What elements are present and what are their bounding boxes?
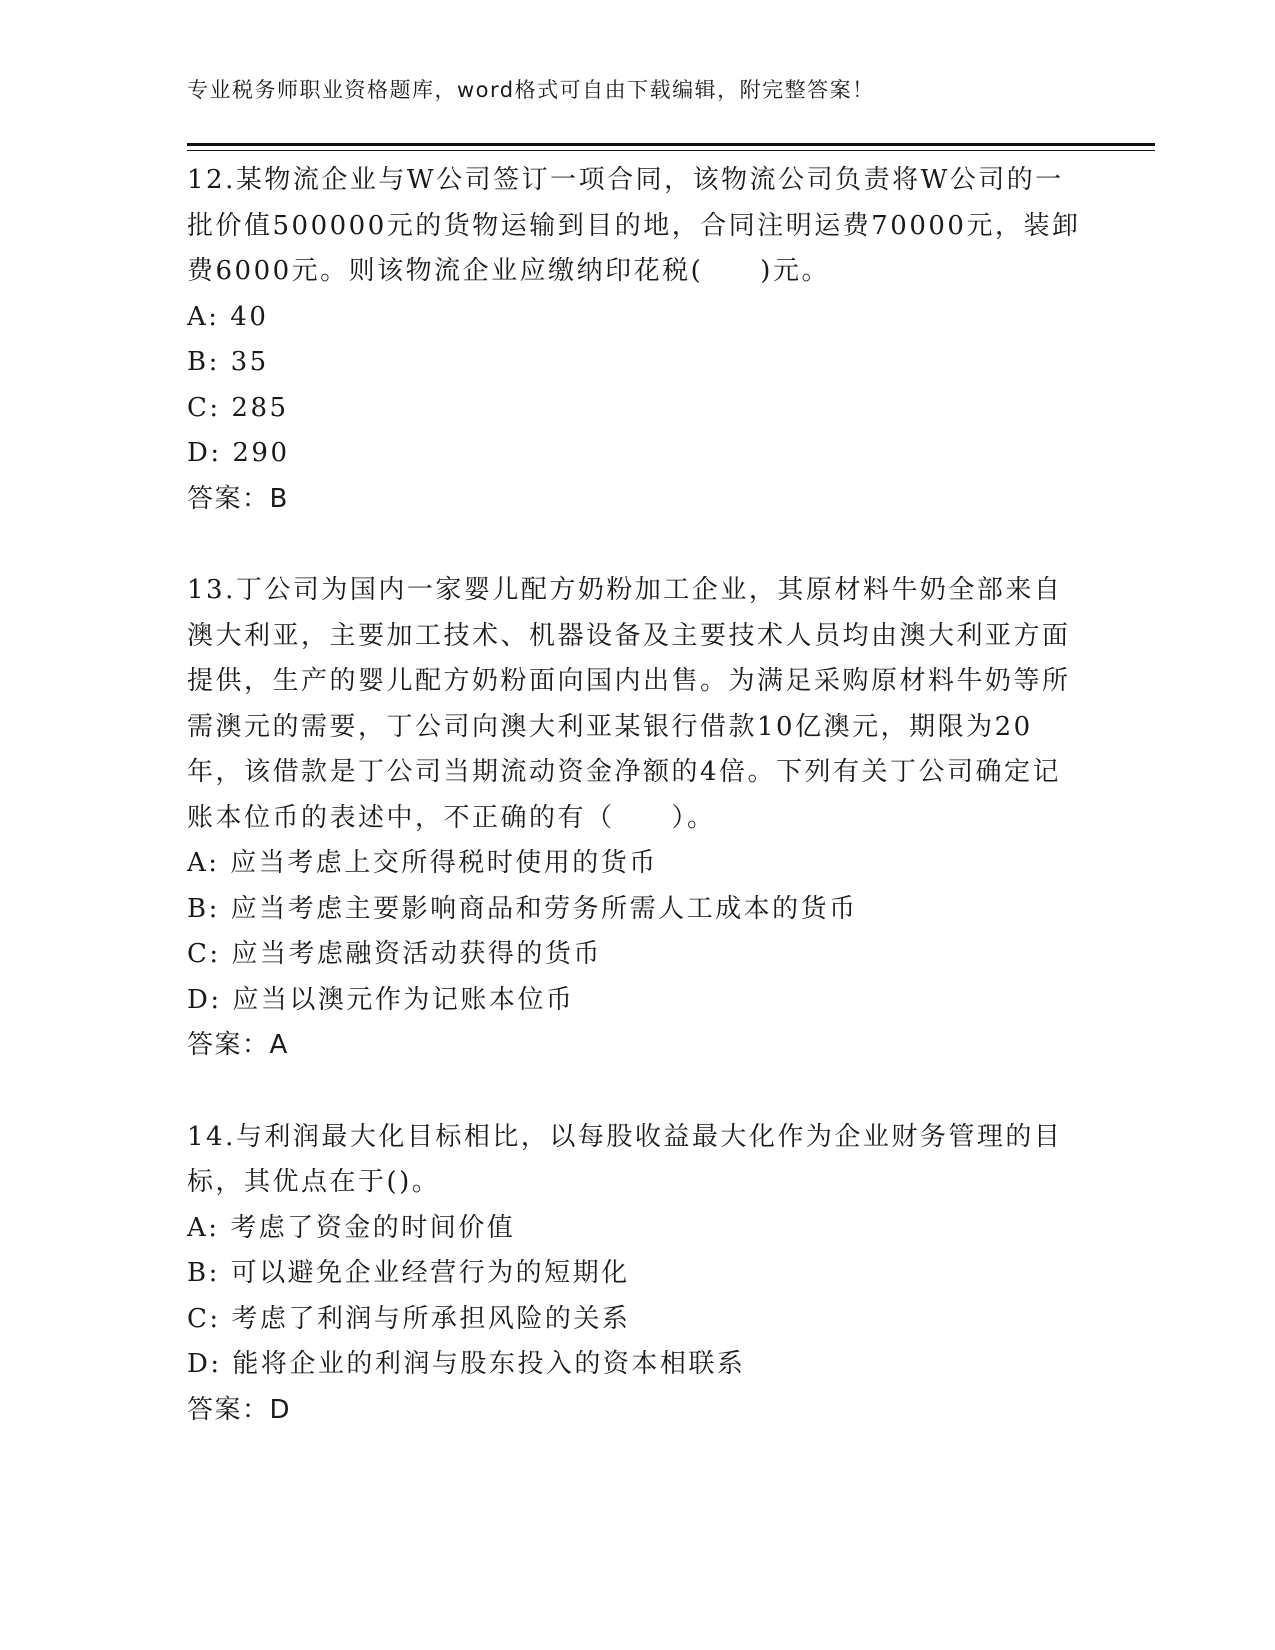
option-c: C: 应当考虑融资活动获得的货币 (187, 939, 602, 969)
header-rule-thick (187, 143, 1155, 146)
option-c: C: 285 (187, 392, 289, 423)
option-d: D: 应当以澳元作为记账本位币 (187, 984, 575, 1015)
option-a: A: 应当考虑上交所得税时使用的货币 (187, 848, 658, 878)
answer-line: 答案：D (187, 1394, 292, 1425)
question-stem: 12.某物流企业与W公司签订一项合同，该物流公司负责将W公司的一批价值500000元的货物运输到目的地，合同注明运费70000元，装卸费6000元。则该物流企业应缴纳印花税( )元。 (187, 165, 1081, 286)
answer-line: 答案：B (187, 483, 289, 514)
option-b: B: 可以避免企业经营行为的短期化 (187, 1258, 630, 1288)
option-a: A: 考虑了资金的时间价值 (187, 1212, 516, 1243)
option-d: D: 能将企业的利润与股东投入的资本相联系 (187, 1349, 746, 1379)
header-rule-thin (187, 150, 1155, 151)
option-a: A: 40 (187, 301, 269, 332)
answer-line: 答案：A (187, 1030, 289, 1060)
option-b: B: 35 (187, 347, 269, 377)
question-14 (187, 1115, 1087, 1434)
question-13 (187, 568, 1087, 1069)
option-d: D: 290 (187, 438, 290, 468)
page-header: 专业税务师职业资格题库，word格式可自由下载编辑，附完整答案！ (187, 78, 875, 102)
option-b: B: 应当考虑主要影响商品和劳务所需人工成本的货币 (187, 893, 858, 924)
question-stem: 13.丁公司为国内一家婴儿配方奶粉加工企业，其原材料牛奶全部来自澳大利亚，主要加工技术、机器设备及主要技术人员均由澳大利亚方面提供，生产的婴儿配方奶粉面向国内出售。为满足采购原材料牛奶等所需澳元的需要，丁公司向澳大利亚某银行借款10亿澳元，期限为20年，该借款是丁公司当期流动资金净额的4倍。下列有关丁公司确定记账本位币的表述中，不正确的有（ ）。 (187, 575, 1071, 833)
option-c: C: 考虑了利润与所承担风险的关系 (187, 1303, 631, 1334)
question-spacer (187, 522, 1087, 568)
question-spacer (187, 1069, 1087, 1115)
question-stem: 14.与利润最大化目标相比，以每股收益最大化作为企业财务管理的目标，其优点在于()。 (187, 1121, 1063, 1197)
question-list (187, 158, 1087, 1433)
question-12 (187, 158, 1087, 522)
